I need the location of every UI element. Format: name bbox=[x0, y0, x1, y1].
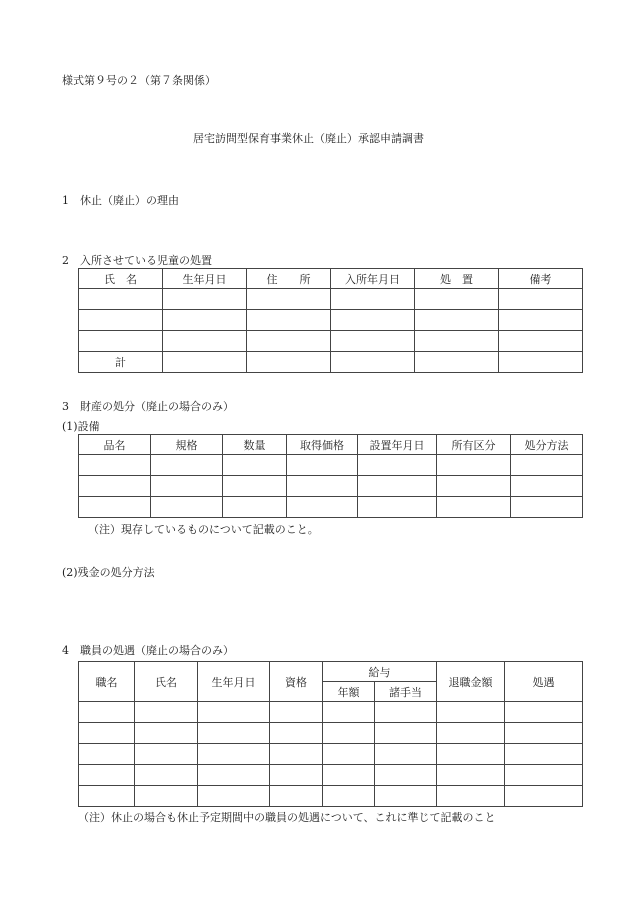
header-admission-date: 入所年月日 bbox=[331, 269, 415, 289]
cell[interactable] bbox=[223, 497, 287, 518]
cell[interactable] bbox=[198, 702, 270, 723]
header-salary: 給与 bbox=[323, 662, 437, 682]
cell[interactable] bbox=[79, 331, 163, 352]
table-row bbox=[79, 765, 583, 786]
staff-note: （注）休止の場合も休止予定期間中の職員の処遇について、これに準じて記載のこと bbox=[78, 811, 496, 824]
header-job-title: 職名 bbox=[79, 662, 135, 702]
header-name: 氏 名 bbox=[79, 269, 163, 289]
header-ownership: 所有区分 bbox=[437, 435, 511, 455]
cell[interactable] bbox=[505, 744, 583, 765]
cell[interactable] bbox=[79, 786, 135, 807]
cell[interactable] bbox=[375, 702, 437, 723]
cell[interactable] bbox=[151, 497, 223, 518]
table-row bbox=[79, 723, 583, 744]
cell[interactable] bbox=[499, 352, 583, 373]
cell[interactable] bbox=[437, 765, 505, 786]
cell[interactable] bbox=[151, 476, 223, 497]
cell[interactable] bbox=[437, 744, 505, 765]
cell[interactable] bbox=[135, 723, 198, 744]
cell[interactable] bbox=[437, 723, 505, 744]
cell[interactable] bbox=[415, 331, 499, 352]
cell[interactable] bbox=[415, 289, 499, 310]
cell[interactable] bbox=[163, 310, 247, 331]
cell[interactable] bbox=[375, 744, 437, 765]
cell[interactable] bbox=[135, 786, 198, 807]
cell[interactable] bbox=[135, 702, 198, 723]
cell[interactable] bbox=[247, 289, 331, 310]
cell[interactable] bbox=[375, 786, 437, 807]
cell[interactable] bbox=[415, 310, 499, 331]
section4-heading: 4 職員の処遇（廃止の場合のみ） bbox=[62, 644, 234, 657]
cell[interactable] bbox=[270, 765, 323, 786]
cell[interactable] bbox=[511, 476, 583, 497]
form-number: 様式第９号の２（第７条関係） bbox=[62, 74, 216, 87]
header-birthdate: 生年月日 bbox=[163, 269, 247, 289]
cell[interactable] bbox=[163, 331, 247, 352]
section1-heading: 1 休止（廃止）の理由 bbox=[62, 194, 179, 207]
cell[interactable] bbox=[331, 310, 415, 331]
cell[interactable] bbox=[270, 702, 323, 723]
table-row bbox=[79, 786, 583, 807]
cell[interactable] bbox=[287, 476, 358, 497]
table-row bbox=[79, 702, 583, 723]
cell[interactable] bbox=[323, 765, 375, 786]
cell[interactable] bbox=[79, 497, 151, 518]
table-row bbox=[79, 497, 583, 518]
cell[interactable] bbox=[323, 723, 375, 744]
cell[interactable] bbox=[198, 744, 270, 765]
header-treatment: 処遇 bbox=[505, 662, 583, 702]
header-spec: 規格 bbox=[151, 435, 223, 455]
cell[interactable] bbox=[375, 723, 437, 744]
cell[interactable] bbox=[505, 765, 583, 786]
cell[interactable] bbox=[135, 765, 198, 786]
cell[interactable] bbox=[505, 723, 583, 744]
staff-table bbox=[78, 661, 583, 807]
cell[interactable] bbox=[79, 702, 135, 723]
equipment-table bbox=[78, 434, 583, 518]
cell[interactable] bbox=[79, 455, 151, 476]
header-disposal-method: 処分方法 bbox=[511, 435, 583, 455]
cell[interactable] bbox=[358, 455, 437, 476]
cell[interactable] bbox=[331, 289, 415, 310]
header-retirement-amount: 退職金額 bbox=[437, 662, 505, 702]
header-item-name: 品名 bbox=[79, 435, 151, 455]
cell[interactable] bbox=[270, 786, 323, 807]
cell[interactable] bbox=[270, 744, 323, 765]
cell[interactable] bbox=[358, 476, 437, 497]
table-row bbox=[79, 455, 583, 476]
cell[interactable] bbox=[323, 744, 375, 765]
cell[interactable] bbox=[323, 702, 375, 723]
cell[interactable] bbox=[499, 289, 583, 310]
cell[interactable] bbox=[79, 765, 135, 786]
header-quantity: 数量 bbox=[223, 435, 287, 455]
table-row bbox=[79, 331, 583, 352]
table-row bbox=[79, 289, 583, 310]
cell[interactable] bbox=[79, 723, 135, 744]
cell[interactable] bbox=[437, 786, 505, 807]
cell[interactable] bbox=[287, 455, 358, 476]
section3-heading: 3 財産の処分（廃止の場合のみ） bbox=[62, 400, 234, 413]
cell[interactable] bbox=[358, 497, 437, 518]
cell[interactable] bbox=[437, 455, 511, 476]
cell[interactable] bbox=[270, 723, 323, 744]
total-row bbox=[79, 352, 583, 373]
cell[interactable] bbox=[415, 352, 499, 373]
table-row bbox=[79, 310, 583, 331]
cell[interactable] bbox=[198, 786, 270, 807]
section3-sub1: (1)設備 bbox=[62, 420, 100, 433]
cell[interactable] bbox=[223, 476, 287, 497]
header-qualification: 資格 bbox=[270, 662, 323, 702]
cell[interactable] bbox=[163, 352, 247, 373]
header-remarks: 備考 bbox=[499, 269, 583, 289]
cell[interactable] bbox=[135, 744, 198, 765]
cell[interactable] bbox=[499, 331, 583, 352]
cell[interactable] bbox=[198, 723, 270, 744]
cell[interactable] bbox=[331, 331, 415, 352]
cell[interactable] bbox=[505, 702, 583, 723]
cell[interactable] bbox=[511, 497, 583, 518]
cell[interactable] bbox=[505, 786, 583, 807]
header-annual-salary: 年額 bbox=[323, 682, 375, 702]
section2-heading: 2 入所させている児童の処置 bbox=[62, 254, 212, 267]
header-allowances: 諸手当 bbox=[375, 682, 437, 702]
cell[interactable] bbox=[247, 310, 331, 331]
cell[interactable] bbox=[331, 352, 415, 373]
table-row bbox=[79, 476, 583, 497]
header-disposition: 処 置 bbox=[415, 269, 499, 289]
cell[interactable] bbox=[223, 455, 287, 476]
total-label: 計 bbox=[79, 352, 163, 373]
cell[interactable] bbox=[247, 352, 331, 373]
cell[interactable] bbox=[79, 476, 151, 497]
header-acquisition-price: 取得価格 bbox=[287, 435, 358, 455]
cell[interactable] bbox=[323, 786, 375, 807]
cell[interactable] bbox=[499, 310, 583, 331]
cell[interactable] bbox=[151, 455, 223, 476]
header-birthdate: 生年月日 bbox=[198, 662, 270, 702]
equipment-note: （注）現存しているものについて記載のこと。 bbox=[88, 523, 319, 536]
cell[interactable] bbox=[375, 765, 437, 786]
table-row bbox=[79, 744, 583, 765]
page-title: 居宅訪問型保育事業休止（廃止）承認申請調書 bbox=[193, 132, 424, 145]
cell[interactable] bbox=[79, 310, 163, 331]
header-install-date: 設置年月日 bbox=[358, 435, 437, 455]
cell[interactable] bbox=[198, 765, 270, 786]
cell[interactable] bbox=[79, 744, 135, 765]
cell[interactable] bbox=[163, 289, 247, 310]
cell[interactable] bbox=[511, 455, 583, 476]
header-address: 住 所 bbox=[247, 269, 331, 289]
cell[interactable] bbox=[437, 476, 511, 497]
cell[interactable] bbox=[287, 497, 358, 518]
header-name: 氏名 bbox=[135, 662, 198, 702]
cell[interactable] bbox=[247, 331, 331, 352]
section3-sub2: (2)残金の処分方法 bbox=[62, 566, 155, 579]
cell[interactable] bbox=[437, 702, 505, 723]
cell[interactable] bbox=[437, 497, 511, 518]
cell[interactable] bbox=[79, 289, 163, 310]
children-table bbox=[78, 268, 583, 373]
